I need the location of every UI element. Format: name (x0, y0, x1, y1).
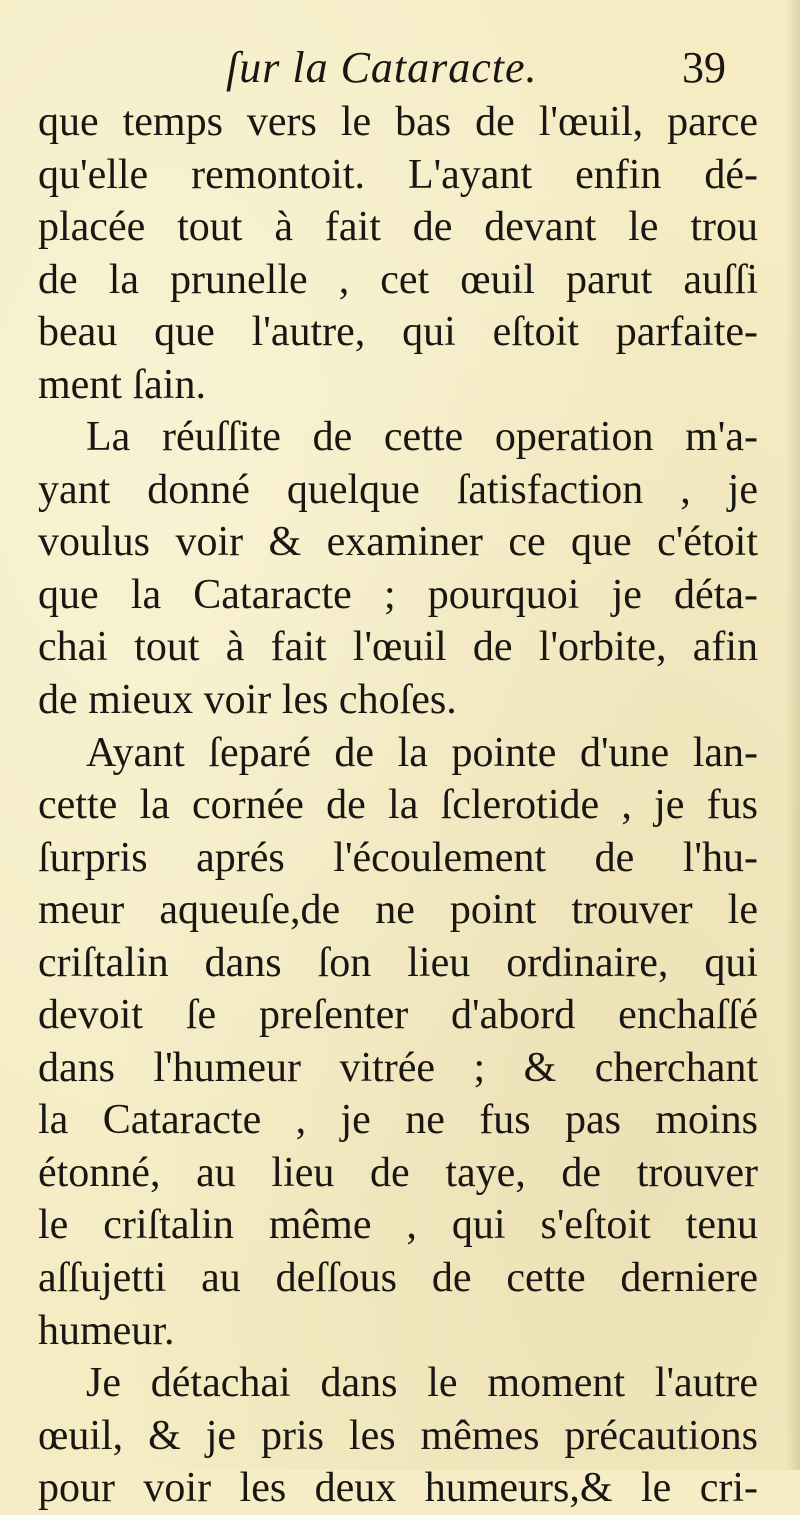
text-line: voulus voir & examiner ce que c'étoit (38, 519, 758, 566)
text-line: pour voir les deux humeurs,& le cri- (38, 1465, 758, 1512)
page-header (0, 38, 800, 98)
text-line: meur aqueuſe,de ne point trouver le (38, 887, 758, 934)
text-line: que la Cataracte ; pourquoi je déta- (38, 571, 758, 618)
text-line: yant donné quelque ſatisfaction , je (38, 466, 758, 513)
text-line: Je détachai dans le moment l'autre (86, 1360, 758, 1407)
text-line: de la prunelle , cet œuil parut auſſi (38, 256, 758, 303)
text-line: cette la cornée de la ſclerotide , je fus (38, 782, 758, 829)
text-line: aſſujetti au deſſous de cette derniere (38, 1255, 758, 1302)
text-line: que temps vers le bas de l'œuil, parce (38, 99, 758, 145)
text-line: étonné, au lieu de taye, de trouver (38, 1149, 758, 1196)
text-line: Ayant ſeparé de la pointe d'une lan- (86, 729, 758, 776)
text-line: ment ſain. (38, 361, 206, 408)
text-line: dans l'humeur vitrée ; & cherchant (38, 1044, 758, 1091)
text-line: œuil, & je pris les mêmes précautions (38, 1412, 758, 1459)
text-line: devoit ſe preſenter d'abord enchaſſé (38, 992, 758, 1039)
page-number: 39 (682, 43, 726, 92)
text-line: de mieux voir les choſes. (38, 677, 457, 724)
text-line: humeur. (38, 1307, 175, 1354)
text-line: la Cataracte , je ne fus pas moins (38, 1097, 758, 1144)
running-head: ſur la Cataracte. (226, 43, 538, 92)
text-line: placée tout à fait de devant le trou (38, 204, 758, 251)
text-line: La réuſſite de cette operation m'a- (86, 414, 758, 461)
text-line: le criſtalin même , qui s'eſtoit tenu (38, 1202, 758, 1249)
text-line: ſurpris aprés l'écoulement de l'hu- (38, 834, 758, 881)
text-line: criſtalin dans ſon lieu ordinaire, qui (38, 939, 758, 986)
page-edge-shadow (786, 0, 800, 1470)
body-text (38, 96, 758, 1515)
text-line: qu'elle remontoit. L'ayant enfin dé- (38, 151, 758, 198)
text-line: chai tout à fait l'œuil de l'orbite, afin (38, 624, 758, 671)
text-line: beau que l'autre, qui eſtoit parfaite- (38, 309, 758, 356)
